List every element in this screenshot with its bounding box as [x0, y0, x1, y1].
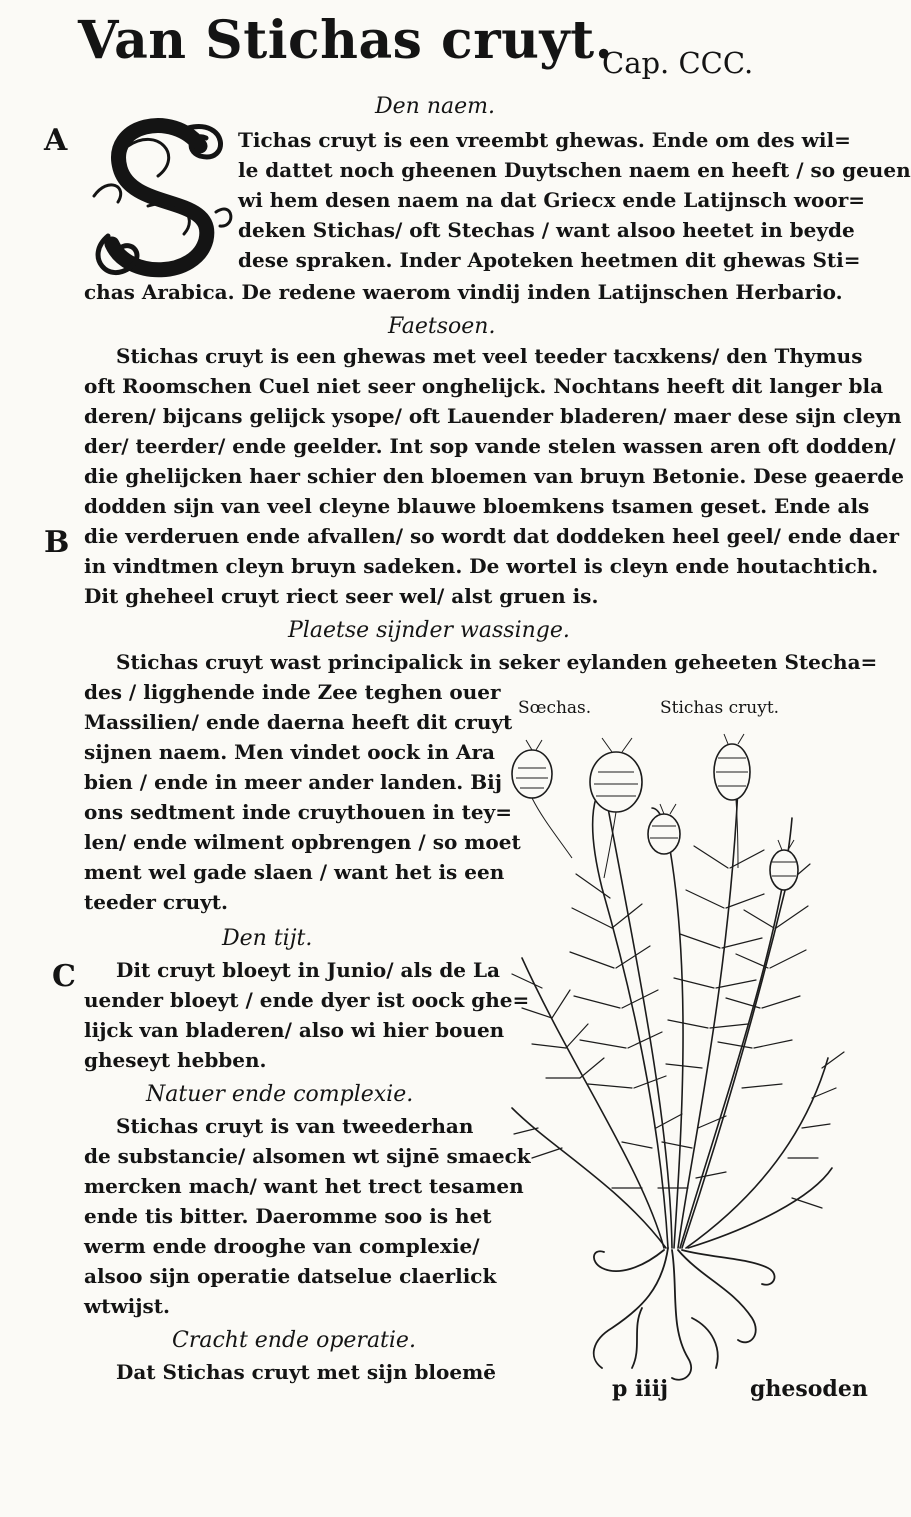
- heading-natuer: Natuer ende complexie.: [146, 1082, 414, 1107]
- text-line: Stichas cruyt is een ghewas met veel teeder tacxkens/ den Thymus: [116, 344, 863, 368]
- text-line: ment wel gade slaen / want het is een: [84, 860, 505, 884]
- text-line: oft Roomschen Cuel niet seer onghelijck. Nochtans heeft dit langer bla: [84, 374, 884, 398]
- decorated-initial-s-icon: [88, 116, 238, 284]
- margin-marker-c: C: [52, 959, 76, 994]
- text-line: Dit cruyt bloeyt in Junio/ als de La: [116, 958, 501, 982]
- text-line: deren/ bijcans gelijck ysope/ oft Lauender bladeren/ maer dese sijn cleyn: [84, 404, 902, 428]
- text-line: alsoo sijn operatie datselue claerlick: [84, 1264, 497, 1288]
- stoechas-plant-illustration-icon: [492, 728, 852, 1388]
- margin-marker-b: B: [44, 525, 70, 560]
- text-line: ende tis bitter. Daeromme soo is het: [84, 1204, 492, 1228]
- signature-mark: p iiij: [612, 1376, 669, 1402]
- text-line: Dit gheheel cruyt riect seer wel/ alst gruen is.: [84, 584, 599, 608]
- text-line: de substancie/ alsomen wt sijnē smaeck: [84, 1144, 531, 1168]
- text-line: die ghelijcken haer schier den bloemen van bruyn Betonie. Dese geaerde: [84, 464, 904, 488]
- svg-text:S: [92, 135, 93, 136]
- illustration-caption-dutch: Stichas cruyt.: [660, 698, 780, 718]
- illustration-caption-latin: Sœchas.: [518, 698, 592, 718]
- text-line: Stichas cruyt is van tweederhan: [116, 1114, 474, 1138]
- text-line: werm ende drooghe van complexie/: [84, 1234, 480, 1258]
- text-line: die verderuen ende afvallen/ so wordt dat doddeken heel geel/ ende daer: [84, 524, 900, 548]
- heading-plaetse: Plaetse sijnder wassinge.: [288, 618, 570, 643]
- text-line: bien / ende in meer ander landen. Bij: [84, 770, 502, 794]
- heading-tijt: Den tijt.: [222, 926, 313, 951]
- text-line: Tichas cruyt is een vreembt ghewas. Ende om des wil=: [238, 128, 851, 152]
- text-line: dodden sijn van veel cleyne blauwe bloemkens tsamen geset. Ende als: [84, 494, 870, 518]
- text-line: len/ ende wilment opbrengen / so moet: [84, 830, 521, 854]
- text-line: wtwijst.: [84, 1294, 170, 1318]
- text-line: chas Arabica. De redene waerom vindij inden Latijnschen Herbario.: [84, 280, 843, 304]
- chapter-number: Cap. CCC.: [602, 46, 754, 80]
- heading-faetsoen: Faetsoen.: [388, 314, 496, 339]
- text-line: uender bloeyt / ende dyer ist oock ghe=: [84, 988, 530, 1012]
- text-line: Massilien/ ende daerna heeft dit cruyt: [84, 710, 513, 734]
- text-line: Dat Stichas cruyt met sijn bloemē: [116, 1360, 496, 1384]
- text-line: der/ teerder/ ende geelder. Int sop vande stelen wassen aren oft dodden/: [84, 434, 896, 458]
- text-line: des / ligghende inde Zee teghen ouer: [84, 680, 501, 704]
- text-line: mercken mach/ want het trect tesamen: [84, 1174, 524, 1198]
- text-line: Stichas cruyt wast principalick in seker eylanden geheeten Stecha=: [116, 650, 878, 674]
- text-line: in vindtmen cleyn bruyn sadeken. De wortel is cleyn ende houtachtich.: [84, 554, 879, 578]
- text-line: teeder cruyt.: [84, 890, 228, 914]
- text-line: sijnen naem. Men vindet oock in Ara: [84, 740, 496, 764]
- text-line: le dattet noch gheenen Duytschen naem en heeft / so geuen: [238, 158, 911, 182]
- text-line: ons sedtment inde cruythouen in tey=: [84, 800, 512, 824]
- text-line: wi hem desen naem na dat Griecx ende Latijnsch woor=: [238, 188, 866, 212]
- text-line: gheseyt hebben.: [84, 1048, 267, 1072]
- text-line: dese spraken. Inder Apoteken heetmen dit ghewas Sti=: [238, 248, 861, 272]
- page-title: Van Stichas cruyt.: [78, 10, 614, 71]
- heading-cracht: Cracht ende operatie.: [172, 1328, 416, 1353]
- text-line: lijck van bladeren/ also wi hier bouen: [84, 1018, 505, 1042]
- heading-naem: Den naem.: [375, 94, 495, 119]
- text-line: deken Stichas/ oft Stechas / want alsoo heetet in beyde: [238, 218, 855, 242]
- catchword: ghesoden: [750, 1376, 868, 1402]
- margin-marker-a: A: [44, 123, 68, 158]
